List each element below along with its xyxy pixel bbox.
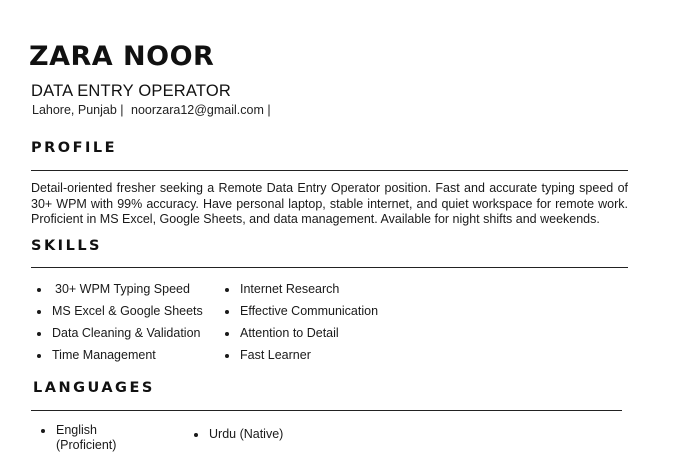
skills-list-left bbox=[35, 282, 203, 370]
language-level: (Proficient) bbox=[56, 438, 117, 452]
section-title-languages: LANGUAGES bbox=[33, 380, 155, 396]
list-item: Urdu (Native) bbox=[192, 427, 283, 442]
location-text: Lahore, Punjab | bbox=[32, 103, 124, 117]
candidate-name: ZARA NOOR bbox=[29, 41, 215, 72]
skills-list-right bbox=[223, 282, 378, 370]
section-title-skills: SKILLS bbox=[31, 238, 102, 254]
section-title-profile: PROFILE bbox=[31, 140, 118, 156]
list-item: Internet Research bbox=[223, 282, 378, 304]
email-text: noorzara12@gmail.com | bbox=[131, 103, 271, 117]
contact-line bbox=[32, 102, 275, 118]
list-item: Effective Communication bbox=[223, 304, 378, 326]
profile-summary: Detail-oriented fresher seeking a Remote Data Entry Operator position. Fast and accurate typing speed of 30+ WPM with 99% accuracy. Have personal laptop, stable internet, and quiet workspace for remote work. Proficient in MS Excel, Google Sheets, and data management. Available for night shifts and weekends. bbox=[31, 181, 628, 227]
language-list-right bbox=[192, 427, 283, 442]
language-name: English bbox=[56, 423, 97, 437]
section-divider-profile bbox=[31, 170, 628, 171]
list-item: Attention to Detail bbox=[223, 326, 378, 348]
section-divider-languages bbox=[31, 410, 622, 411]
job-title: DATA ENTRY OPERATOR bbox=[31, 82, 232, 100]
skill-label: 30+ WPM Typing Speed bbox=[55, 282, 190, 296]
language-list-left bbox=[39, 423, 116, 453]
list-item bbox=[39, 423, 116, 453]
list-item: MS Excel & Google Sheets bbox=[35, 304, 203, 326]
list-item: Data Cleaning & Validation bbox=[35, 326, 203, 348]
section-divider-skills bbox=[31, 267, 628, 268]
list-item: Time Management bbox=[35, 348, 203, 370]
list-item bbox=[35, 282, 203, 304]
list-item: Fast Learner bbox=[223, 348, 378, 370]
